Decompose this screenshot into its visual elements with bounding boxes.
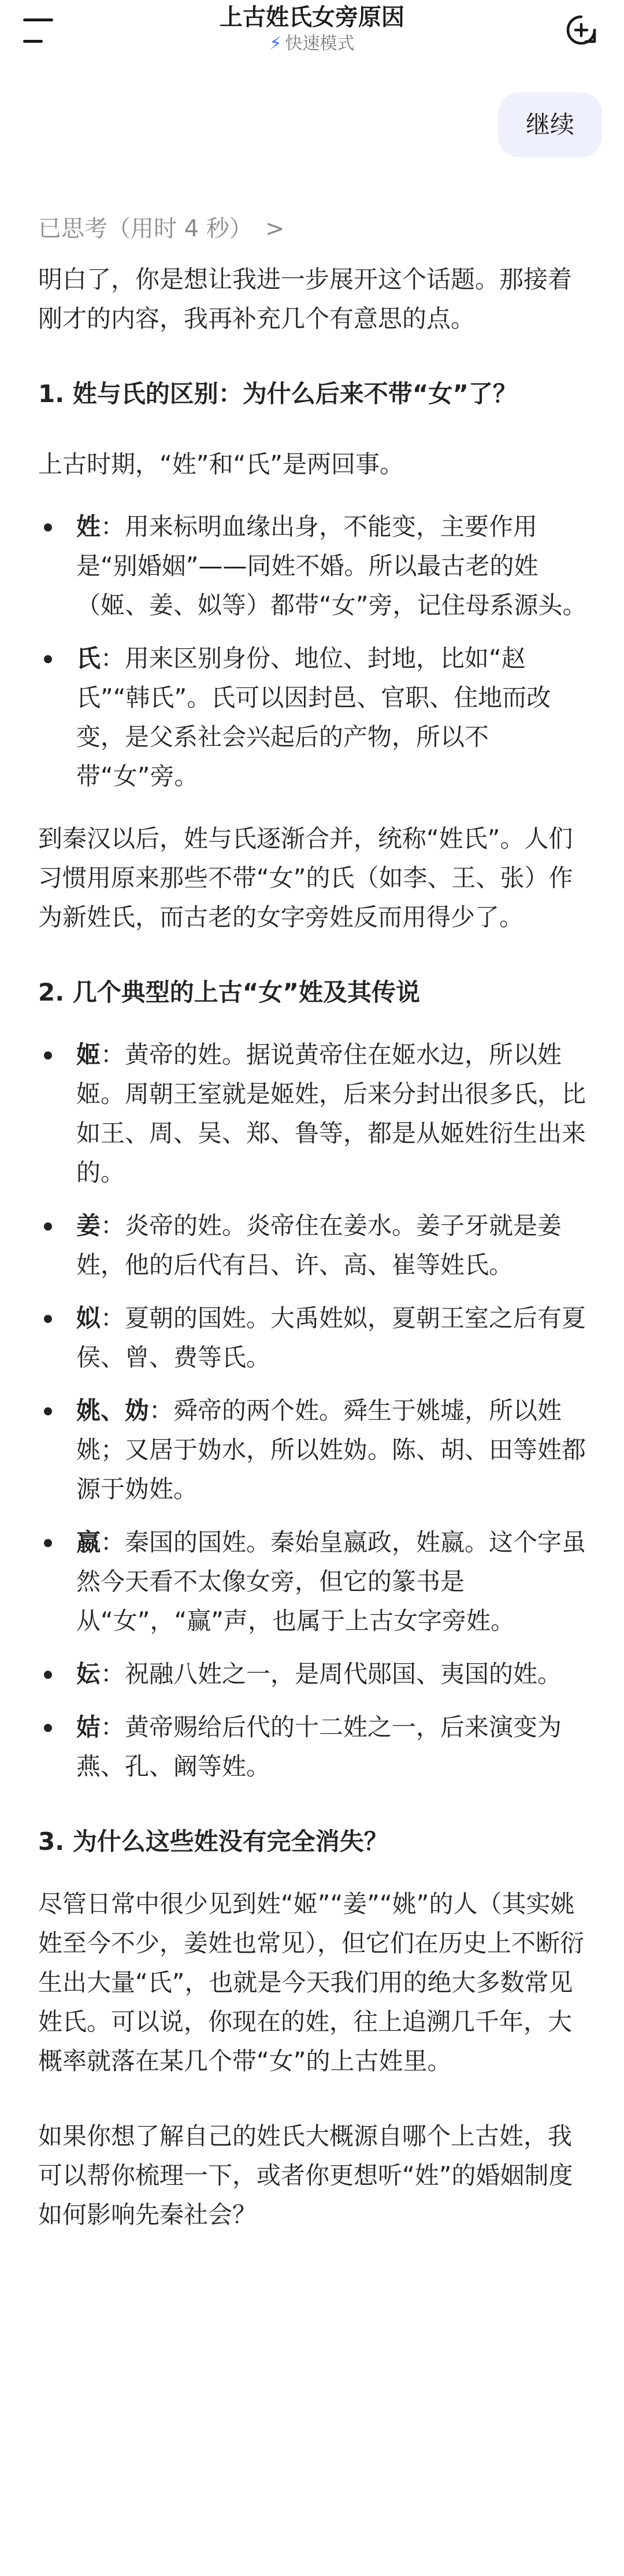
section-1-heading: 1. 姓与氏的区别：为什么后来不带“女”了？ bbox=[38, 380, 518, 408]
list-item bbox=[38, 1391, 593, 1509]
list-item bbox=[38, 507, 593, 625]
section-1-closing: 到秦汉以后，姓与氏逐渐合并，统称“姓氏”。人们习惯用原来那些不带“女”的氏（如李、王、张）作为新姓氏，而古老的女字旁姓反而用得少了。 bbox=[38, 824, 573, 931]
list-item-term: 嬴 bbox=[76, 1528, 101, 1556]
list-item-text: ：用来区别身份、地位、封地，比如“赵氏”“韩氏”。氏可以因封邑、官职、住地而改变，是父系社会兴起后的产物，所以不带“女”旁。 bbox=[76, 644, 551, 790]
section-3-heading: 3. 为什么这些姓没有完全消失？ bbox=[38, 1827, 388, 1856]
list-item-term: 姒 bbox=[76, 1304, 101, 1332]
list-item-text: ：秦国的国姓。秦始皇嬴政，姓嬴。这个字虽然今天看不太像女旁，但它的篆书是从“女”，“赢”声，也属于上古女字旁姓。 bbox=[76, 1528, 586, 1635]
title-area bbox=[0, 2, 624, 55]
list-item-text: ：黄帝的姓。据说黄帝住在姬水边，所以姓姬。周朝王室就是姬姓，后来分封出很多氏，比如王、周、吴、郑、鲁等，都是从姬姓衍生出来的。 bbox=[76, 1040, 586, 1187]
intro-paragraph: 明白了，你是想让我进一步展开这个话题。那接着刚才的内容，我再补充几个有意思的点。 bbox=[38, 265, 573, 333]
thought-toggle[interactable] bbox=[38, 213, 284, 245]
list-item-text: ：炎帝的姓。炎帝住在姜水。姜子牙就是姜姓，他的后代有吕、许、高、崔等姓氏。 bbox=[76, 1211, 562, 1279]
list-item-text: ：祝融八姓之一，是周代郧国、夷国的姓。 bbox=[101, 1660, 562, 1688]
list-item bbox=[38, 1523, 593, 1641]
list-item bbox=[38, 1035, 593, 1192]
list-item bbox=[38, 1206, 593, 1285]
section-3-body: 尽管日常中很少见到姓“姬”“姜”“姚”的人（其实姚姓至今不少，姜姓也常见），但它们在历史上不断衍生出大量“氏”，也就是今天我们用的绝大多数常见姓氏。可以说，你现在的姓，往上追溯几千年，大概率就落在某几个带“女”的上古姓里。 bbox=[38, 1890, 585, 2075]
user-message-text: 继续 bbox=[525, 110, 574, 139]
mode-indicator[interactable] bbox=[269, 32, 354, 55]
assistant-response bbox=[38, 260, 593, 2235]
list-item-term: 妘 bbox=[76, 1660, 101, 1688]
thought-label: 已思考（用时 4 秒） bbox=[38, 215, 252, 242]
list-item bbox=[38, 1655, 593, 1694]
list-item bbox=[38, 1299, 593, 1377]
chevron-right-icon: > bbox=[265, 215, 285, 242]
list-item-term: 姓 bbox=[76, 512, 101, 541]
list-item-text: ：黄帝赐给后代的十二姓之一，后来演变为燕、孔、阚等姓。 bbox=[76, 1713, 562, 1780]
user-message-bubble bbox=[498, 92, 602, 157]
list-item-term: 姚、妫 bbox=[76, 1396, 150, 1425]
section-1-lead: 上古时期，“姓”和“氏”是两回事。 bbox=[38, 450, 404, 478]
list-item-term: 姬 bbox=[76, 1040, 101, 1069]
conversation-title[interactable]: 上古姓氏女旁原因 bbox=[220, 4, 404, 31]
mode-label: 快速模式 bbox=[285, 34, 355, 54]
section-1-list bbox=[38, 507, 593, 796]
new-chat-icon[interactable] bbox=[565, 14, 597, 46]
section-2-list bbox=[38, 1035, 593, 1786]
list-item-text: ：舜帝的两个姓。舜生于姚墟，所以姓姚；又居于妫水，所以姓妫。陈、胡、田等姓都源于妫姓。 bbox=[76, 1396, 586, 1503]
list-item bbox=[38, 1708, 593, 1786]
list-item-text: ：夏朝的国姓。大禹姓姒，夏朝王室之后有夏侯、曾、费等氏。 bbox=[76, 1304, 586, 1371]
outro-paragraph: 如果你想了解自己的姓氏大概源自哪个上古姓，我可以帮你梳理一下，或者你更想听“姓”的婚姻制度如何影响先秦社会？ bbox=[38, 2122, 573, 2229]
section-2-heading: 2. 几个典型的上古“女”姓及其传说 bbox=[38, 978, 421, 1006]
list-item-term: 氏 bbox=[76, 644, 101, 672]
list-item-term: 姞 bbox=[76, 1713, 101, 1741]
list-item bbox=[38, 639, 593, 796]
lightning-icon: ⚡ bbox=[269, 34, 282, 54]
list-item-text: ：用来标明血缘出身，不能变，主要作用是“别婚姻”——同姓不婚。所以最古老的姓（姬、姜、姒等）都带“女”旁，记住母系源头。 bbox=[76, 512, 587, 619]
top-bar bbox=[0, 0, 624, 64]
list-item-term: 姜 bbox=[76, 1211, 101, 1240]
